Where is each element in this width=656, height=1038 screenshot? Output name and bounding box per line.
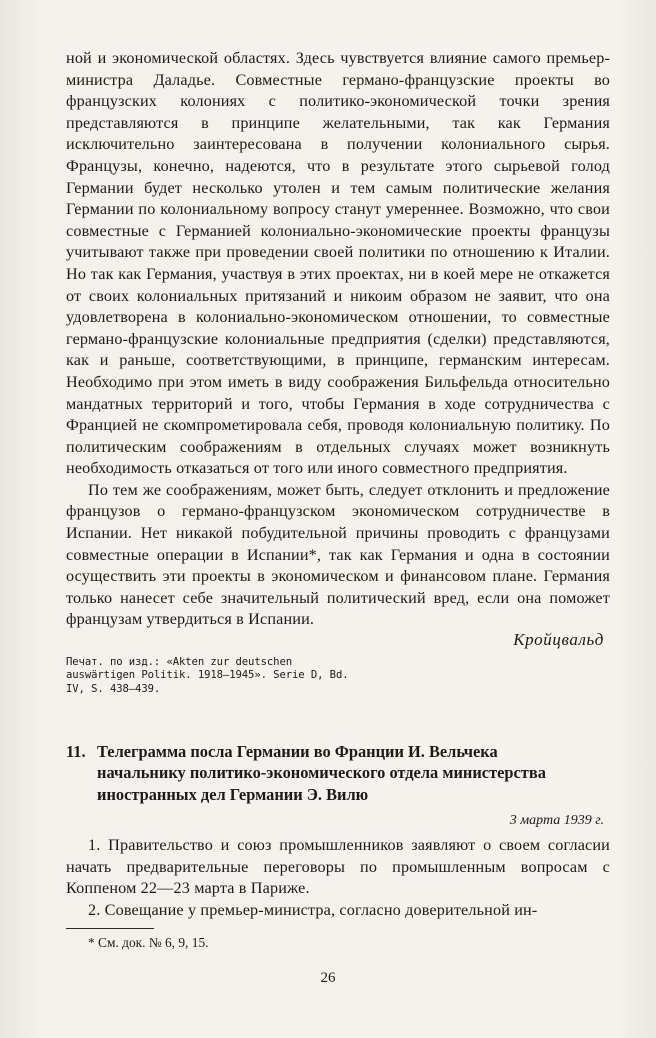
- document-number: 11.: [66, 742, 86, 761]
- footnote-divider: [66, 928, 154, 929]
- telegram-text-block: [66, 835, 610, 921]
- document-heading: [66, 741, 616, 805]
- telegram-point-1: 1. Правительство и союз промышленников заявляют о своем согласии начать предварительные переговоры по промышленным вопросам с Коппеном 22—23 марта в Париже.: [66, 836, 610, 898]
- telegram-point-2: 2. Совещание у премьер-министра, согласно доверительной ин-: [88, 900, 538, 919]
- main-text-block: [66, 48, 610, 631]
- source-citation: Печат. по изд.: «Akten zur deutschen auswärtigen Politik. 1918—1945». Serie D, Bd. IV, S. 438—439.: [66, 656, 349, 695]
- footnote: * См. док. № 6, 9, 15.: [88, 935, 209, 950]
- signature: Кройцвальд: [513, 630, 604, 649]
- document-title-continuation: начальнику политико-экономического отдела министерства иностранных дел Германии Э. Вилю: [97, 763, 546, 804]
- document-title-line-1: Телеграмма посла Германии во Франции И. Вельчека: [97, 742, 498, 761]
- paragraph-spain: По тем же соображениям, может быть, следует отклонить и предложение французов о германо-французском экономическом сотрудничестве в Испании. Нет никакой побудительной причины проводить с французами совместные операции в Испании*, так как Германия и одна в состоянии осуществить эти проекты в экономическом и финансовом плане. Германия только нанесет себе значительный политический вред, если она поможет французам утвердиться в Испании.: [66, 480, 610, 629]
- paragraph-colonial-projects: ной и экономической областях. Здесь чувствуется влияние самого премьер-министра Даладье. Совместные германо-французские проекты во французских колониях с политико-экономической точки зрения представляются в принципе желательными, так как Германия исключительно заинтересована в получении колониального сырья. Французы, конечно, надеются, что в результате этого сырьевой голод Германии будет несколько утолен и тем самым политические желания Германии по колониальному вопросу станут умереннее. Возможно, что свои совместные с Германией колониально-экономические проекты французы учитывают также при проведении своей политики по отношению к Италии. Но так как Германия, участвуя в этих проектах, ни в коей мере не откажется от своих колониальных притязаний и никоим образом не заявит, что она удовлетворена в колониально-экономическом отношении, то совместные германо-французские колониальные предприятия (сделки) представляются, как и раньше, соответствующими, в принципе, германским интересам. Необходимо при этом иметь в виду соображения Бильфельда относительно мандатных территорий и того, чтобы Германия в ходе сотрудничества с Францией не скомпрометировала себя, проводя колониальную политику. По политическим соображениям в отдельных случаях может возникнуть необходимость отказаться от того или иного совместного предприятия.: [66, 49, 610, 478]
- page-number: 26: [320, 970, 336, 986]
- document-date: 3 марта 1939 г.: [509, 813, 604, 828]
